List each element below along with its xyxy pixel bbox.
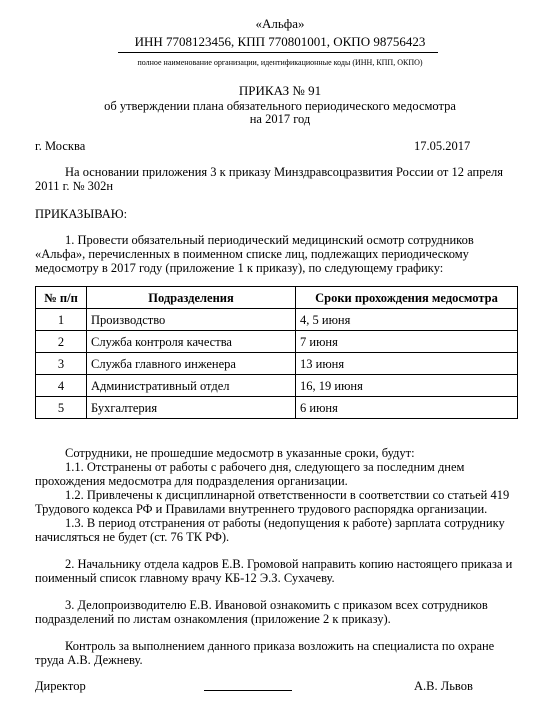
order-title: ПРИКАЗ № 91 — [238, 83, 322, 98]
signatory-position: Директор — [35, 679, 86, 693]
item-2: 2. Начальнику отдела кадров Е.В. Громовой направить копию настоящего приказа и поименный список главному врачу КБ-12 Э.З. Сухачеву. — [35, 557, 513, 585]
row-number: 3 — [36, 353, 87, 375]
order-subtitle-line2: на 2017 год — [249, 112, 311, 126]
row-number: 5 — [36, 397, 87, 419]
header-dates: Сроки прохождения медосмотра — [296, 287, 518, 309]
consequences-intro: Сотрудники, не прошедшие медосмотр в указанные сроки, будут: — [65, 446, 415, 460]
consequence-1-2: 1.2. Привлечены к дисциплинарной ответственности в соответствии со статьей 419 Трудового кодекса РФ и Правилами внутреннего трудового распорядка организации. — [35, 488, 510, 516]
row-number: 1 — [36, 309, 87, 331]
signatory-name: А.В. Львов — [414, 679, 473, 693]
table-row — [36, 331, 518, 353]
order-date: 17.05.2017 — [414, 139, 471, 153]
header-department: Подразделения — [87, 287, 296, 309]
control-paragraph: Контроль за выполнением данного приказа возложить на специалиста по охране труда А.В. Дежневу. — [35, 639, 495, 667]
row-dates: 13 июня — [296, 353, 518, 375]
row-dates: 6 июня — [296, 397, 518, 419]
row-department: Административный отдел — [87, 375, 296, 397]
basis-paragraph: На основании приложения 3 к приказу Минздравсоцразвития России от 12 апреля 2011 г. № 302н — [35, 165, 503, 193]
order-city: г. Москва — [35, 139, 86, 153]
row-number: 2 — [36, 331, 87, 353]
header-number: № п/п — [36, 287, 87, 309]
consequence-1-1: 1.1. Отстранены от работы с рабочего дня, следующего за последним днем прохождения медосмотра для подразделения организации. — [35, 460, 465, 488]
row-department: Бухгалтерия — [87, 397, 296, 419]
table-row — [36, 397, 518, 419]
row-dates: 4, 5 июня — [296, 309, 518, 331]
row-department: Служба главного инженера — [87, 353, 296, 375]
org-caption: полное наименование организации, идентификационные коды (ИНН, КПП, ОКПО) — [137, 58, 423, 67]
row-number: 4 — [36, 375, 87, 397]
table-row — [36, 375, 518, 397]
row-dates: 7 июня — [296, 331, 518, 353]
signature-line — [204, 690, 292, 691]
org-underline — [118, 52, 438, 53]
order-subtitle-line1: об утверждении плана обязательного периодического медосмотра — [104, 99, 456, 113]
table-row — [36, 353, 518, 375]
table-row — [36, 309, 518, 331]
consequence-1-3: 1.3. В период отстранения от работы (недопущения к работе) зарплата сотруднику начисляться не будет (ст. 76 ТК РФ). — [35, 516, 505, 544]
command-word: ПРИКАЗЫВАЮ: — [35, 207, 128, 221]
row-department: Производство — [87, 309, 296, 331]
row-dates: 16, 19 июня — [296, 375, 518, 397]
org-name: «Альфа» — [255, 16, 305, 31]
table-header-row — [36, 287, 518, 309]
row-department: Служба контроля качества — [87, 331, 296, 353]
item-1: 1. Провести обязательный периодический медицинский осмотр сотрудников «Альфа», перечисленных в поименном списке лиц, подлежащих периодическому медосмотру в 2017 году (приложение 1 к приказу), по следующему графику: — [35, 233, 474, 275]
org-codes: ИНН 7708123456, КПП 770801001, ОКПО 98756423 — [134, 34, 426, 49]
item-3: 3. Делопроизводителю Е.В. Ивановой ознакомить с приказом всех сотрудников подразделений по листам ознакомления (приложение 2 к приказу). — [35, 598, 488, 626]
schedule-table — [35, 286, 518, 419]
